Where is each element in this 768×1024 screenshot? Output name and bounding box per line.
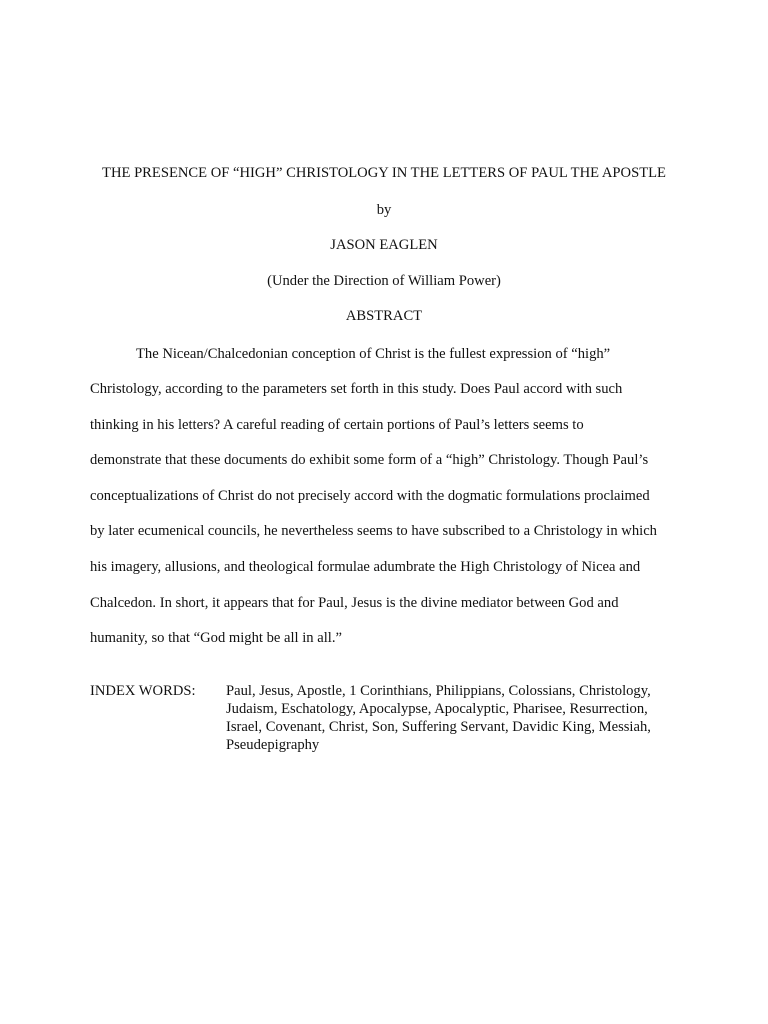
byline-label: by xyxy=(376,202,392,218)
abstract-line: The Nicean/Chalcedonian conception of Christ is the fullest expression of “high” xyxy=(136,346,611,362)
abstract-heading: ABSTRACT xyxy=(345,308,423,324)
abstract-line: demonstrate that these documents do exhibit some form of a “high” Christology. Though Paul’s xyxy=(90,452,649,468)
abstract-line: his imagery, allusions, and theological formulae adumbrate the High Christology of Nicea and xyxy=(90,559,641,575)
index-words-label: INDEX WORDS: xyxy=(90,683,196,699)
abstract-line: Christology, according to the parameters set forth in this study. Does Paul accord with such xyxy=(90,381,623,397)
abstract-line: by later ecumenical councils, he nevertheless seems to have subscribed to a Christology in which xyxy=(90,523,657,539)
abstract-line: humanity, so that “God might be all in all.” xyxy=(90,630,342,646)
author-name: JASON EAGLEN xyxy=(330,237,438,253)
abstract-line: conceptualizations of Christ do not precisely accord with the dogmatic formulations proclaimed xyxy=(90,488,650,504)
direction-note: (Under the Direction of William Power) xyxy=(267,273,501,289)
abstract-line: Chalcedon. In short, it appears that for Paul, Jesus is the divine mediator between God and xyxy=(90,595,619,611)
index-words-line: Paul, Jesus, Apostle, 1 Corinthians, Philippians, Colossians, Christology, xyxy=(226,683,651,699)
document-title: THE PRESENCE OF “HIGH” CHRISTOLOGY IN THE LETTERS OF PAUL THE APOSTLE xyxy=(102,165,666,181)
abstract-line: thinking in his letters? A careful reading of certain portions of Paul’s letters seems to xyxy=(90,417,584,433)
index-words-line: Pseudepigraphy xyxy=(226,737,320,753)
index-words-line: Judaism, Eschatology, Apocalypse, Apocalyptic, Pharisee, Resurrection, xyxy=(226,701,648,717)
index-words-line: Israel, Covenant, Christ, Son, Suffering Servant, Davidic King, Messiah, xyxy=(226,719,651,735)
